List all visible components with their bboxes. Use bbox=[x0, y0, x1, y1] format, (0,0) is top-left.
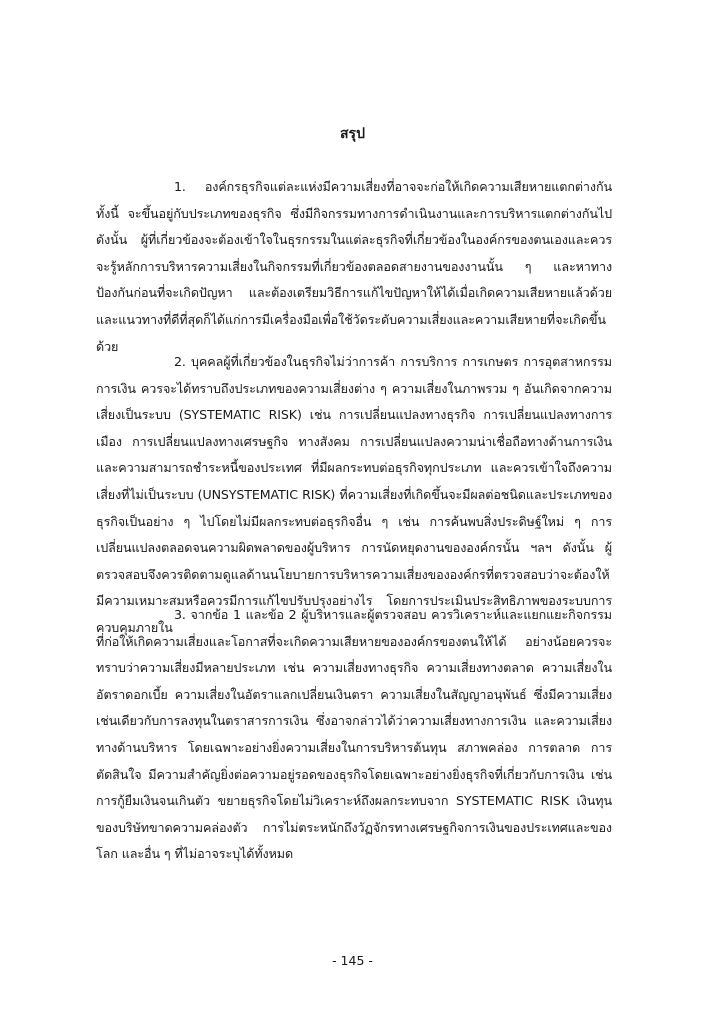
paragraph-3: 3. จากข้อ 1 และข้อ 2 ผู้บริหารและผู้ตรวจสอบ ควรวิเคราะห์และแยกแยะกิจกรรมที่ก่อให้เกิดความเสี่ยงและโอกาสที่จะเกิดความเสียหายขององค์กรของตนให้ได้ อย่างน้อยควรจะทราบว่าความเสี่ยงมีหลายประเภท เช่น ความเสี่ยงทางธุรกิจ ความเสี่ยงทางตลาด ความเสี่ยงในอัตราดอกเบี้ย ความเสี่ยงในอัตราแลกเปลี่ยนเงินตรา ความเสี่ยงในสัญญาอนุพันธ์ ซึ่งมีความเสี่ยงเช่นเดียวกับการลงทุนในตราสารการเงิน ซึ่งอาจกล่าวได้ว่าความเสี่ยงทางการเงิน และความเสี่ยงทางด้านบริหาร โดยเฉพาะอย่างยิ่งความเสี่ยงในการบริหารต้นทุน สภาพคล่อง การตลาด การตัดสินใจ มีความสำคัญยิ่งต่อความอยู่รอดของธุรกิจโดยเฉพาะอย่างยิ่งธุรกิจที่เกี่ยวกับการเงิน เช่น การกู้ยืมเงินจนเกินตัว ขยายธุรกิจโดยไม่วิเคราะห์ถึงผลกระทบจาก SYSTEMATIC RISK เงินทุนของบริษัทขาดความคล่องตัว การไม่ตระหนักถึงวัฏจักรทางเศรษฐกิจการเงินของประเทศและของโลก และอื่น ๆ ที่ไม่อาจระบุได้ทั้งหมด bbox=[96, 607, 612, 862]
paragraph-2: 2. บุคคลผู้ที่เกี่ยวข้องในธุรกิจไม่ว่าการค้า การบริการ การเกษตร การอุตสาหกรรม การเงิน ควรจะได้ทราบถึงประเภทของความเสี่ยงต่าง ๆ ความเสี่ยงในภาพรวม ๆ อันเกิดจากความเสี่ยงเป็นระบบ (SYSTEMATIC RISK) เช่น การเปลี่ยนแปลงทางธุรกิจ การเปลี่ยนแปลงทางการเมือง การเปลี่ยนแปลงทางเศรษฐกิจ ทางสังคม การเปลี่ยนแปลงความน่าเชื่อถือทางด้านการเงิน และความสามารถชำระหนี้ของประเทศ ที่มีผลกระทบต่อธุรกิจทุกประเภท และควรเข้าใจถึงความเสี่ยงที่ไม่เป็นระบบ (UNSYSTEMATIC RISK) ที่ความเสี่ยงที่เกิดขึ้นจะมีผลต่อชนิดและประเภทของธุรกิจเป็นอย่าง ๆ ไปโดยไม่มีผลกระทบต่อธุรกิจอื่น ๆ เช่น การค้นพบสิ่งประดิษฐ์ใหม่ ๆ การเปลี่ยนแปลงตลอดจนความผิดพลาดของผู้บริหาร การนัดหยุดงานขององค์กรนั้น ฯลฯ ดังนั้น ผู้ตรวจสอบจึงควรติดตามดูแลด้านนโยบายการบริหารความเสี่ยงขององค์กรที่ตรวจสอบว่าจะต้องให้มีความเหมาะสมหรือควรมีการแก้ไขปรับปรุงอย่างไร โดยการประเมินประสิทธิภาพของระบบการควบคุมภายใน bbox=[96, 354, 612, 635]
page-title: สรุป bbox=[340, 126, 365, 142]
page-number: - 145 - bbox=[332, 953, 373, 968]
paragraph-1: 1. องค์กรธุรกิจแต่ละแห่งมีความเสี่ยงที่อาจจะก่อให้เกิดความเสียหายแตกต่างกัน ทั้งนี้ จะขึ้นอยู่กับประเภทของธุรกิจ ซึ่งมีกิจกรรมทางการดำเนินงานและการบริหารแตกต่างกันไป ดังนั้น ผู้ที่เกี่ยวข้องจะต้องเข้าใจในธุรกรรมในแต่ละธุรกิจที่เกี่ยวข้องในองค์กรของตนเองและควรจะรู้หลักการบริหารความเสี่ยงในกิจกรรมที่เกี่ยวข้องตลอดสายงานของงานนั้น ๆ และหาทางป้องกันก่อนที่จะเกิดปัญหา และต้องเตรียมวิธีการแก้ไขปัญหาให้ได้เมื่อเกิดความเสียหายแล้วด้วย และแนวทางที่ดีที่สุดก็ได้แก่การมีเครื่องมือเพื่อใช้วัดระดับความเสี่ยงและความเสียหายที่จะเกิดขึ้นด้วย bbox=[96, 179, 612, 354]
